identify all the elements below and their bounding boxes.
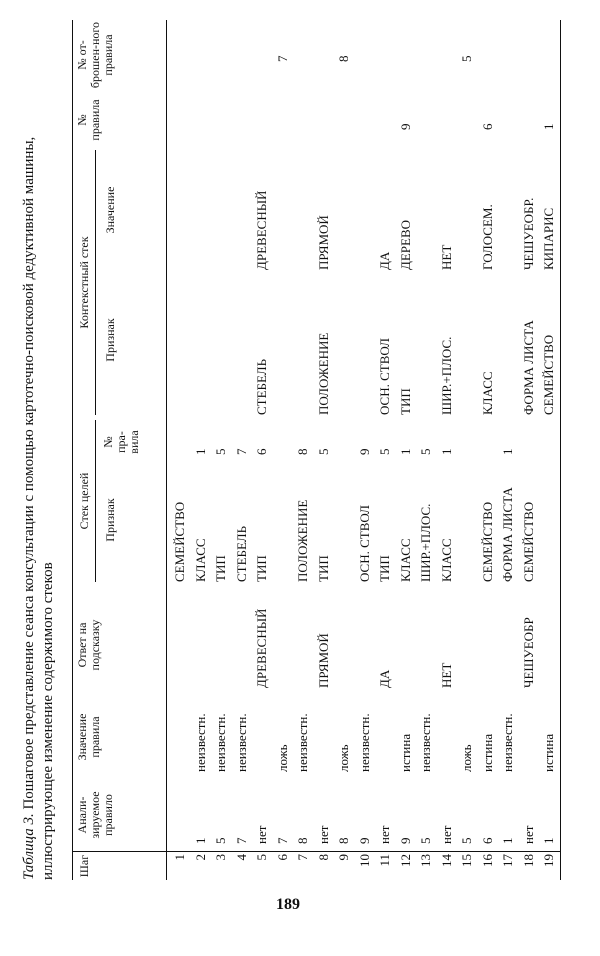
context-value-cell: ДРЕВЕСНЫЙ xyxy=(254,190,269,270)
context-value-cell: КИПАРИС xyxy=(541,207,556,270)
header-ctx-rule-no: № правила xyxy=(75,99,102,141)
context-attr-cell: ФОРМА ЛИСТА xyxy=(520,320,536,415)
rule-value-cell: неизвестн. xyxy=(418,713,433,772)
goal-attr-cell: ТИП xyxy=(315,555,331,582)
analyzed-rule-cell: 7 xyxy=(233,837,249,844)
step-number: 8 xyxy=(315,854,331,861)
context-rule-no-cell: 9 xyxy=(397,123,413,130)
header-context-stack: Контекстный стек xyxy=(77,236,91,329)
goal-attr-cell: КЛАСС xyxy=(192,538,208,582)
goal-attr-cell: СТЕБЕЛЬ xyxy=(233,525,249,582)
analyzed-rule-cell: 1 xyxy=(500,837,515,844)
step-number: 14 xyxy=(438,854,454,867)
goal-attr-cell: СЕМЕЙСТВО xyxy=(520,501,536,582)
context-attr-cell: СТЕБЕЛЬ xyxy=(254,358,269,415)
header-ctx-value: Значение xyxy=(103,186,117,234)
rule-value-cell: истина xyxy=(479,733,495,772)
prompt-answer-cell: ЧЕШУЕОБР xyxy=(520,617,536,688)
rule-value-cell: истина xyxy=(541,733,556,772)
context-attr-cell: СЕМЕЙСТВО xyxy=(541,334,556,415)
analyzed-rule-cell: нет xyxy=(520,825,536,844)
header-bottom-rule xyxy=(166,20,167,880)
analyzed-rule-cell: 5 xyxy=(418,837,433,844)
table-caption xyxy=(20,10,58,880)
goal-attr-cell: ТИП xyxy=(377,555,392,582)
context-attr-cell: ПОЛОЖЕНИЕ xyxy=(315,332,331,415)
goal-attr-cell: ОСН. СТВОЛ xyxy=(356,505,372,582)
goal-attr-cell: КЛАСС xyxy=(438,538,454,582)
analyzed-rule-cell: 9 xyxy=(397,837,413,844)
context-rule-no-cell: 6 xyxy=(479,123,495,130)
header-value: Значение правила xyxy=(75,713,102,761)
caption-label: Таблица 3. xyxy=(21,813,37,880)
step-number: 1 xyxy=(172,854,187,861)
header-ctx-attr: Признак xyxy=(103,318,117,362)
analyzed-rule-cell: 6 xyxy=(479,837,495,844)
goal-rule-no-cell: 1 xyxy=(500,448,515,455)
header-rule: Анали-зируемое правило xyxy=(75,791,115,839)
analyzed-rule-cell: 5 xyxy=(213,837,228,844)
page-number: 189 xyxy=(276,896,300,913)
goal-attr-cell: СЕМЕЙСТВО xyxy=(172,501,187,582)
step-number: 9 xyxy=(336,854,351,861)
analyzed-rule-cell: нет xyxy=(438,825,454,844)
rule-value-cell: неизвестн. xyxy=(500,713,515,772)
caption-line1: Пошаговое представление сеанса консультации с помощью картотечно-поисковой дедуктивной машины, xyxy=(21,136,37,810)
rule-value-cell: ложь xyxy=(336,744,351,772)
goal-attr-cell: ТИП xyxy=(254,555,269,582)
context-attr-cell: ТИП xyxy=(397,388,413,415)
header-step: Шаг xyxy=(77,854,91,878)
goal-rule-no-cell: 5 xyxy=(315,448,331,455)
analyzed-rule-cell: 7 xyxy=(274,837,290,844)
step-number: 17 xyxy=(500,854,515,867)
step-number: 3 xyxy=(213,854,228,861)
header-answer: Ответ на подсказку xyxy=(75,619,102,671)
goal-rule-no-cell: 5 xyxy=(213,448,228,455)
rule-value-cell: неизвестн. xyxy=(356,713,372,772)
goal-rule-no-cell: 7 xyxy=(233,448,249,455)
step-number: 11 xyxy=(377,854,392,867)
rejected-rule-cell: 8 xyxy=(336,55,351,62)
analyzed-rule-cell: 8 xyxy=(295,837,310,844)
context-value-cell: ГОЛОСЕМ. xyxy=(479,204,495,270)
goal-rule-no-cell: 1 xyxy=(192,448,208,455)
goal-rule-no-cell: 5 xyxy=(377,448,392,455)
goal-rule-no-cell: 8 xyxy=(295,448,310,455)
context-attr-cell: ОСН. СТВОЛ xyxy=(377,338,392,415)
step-number: 6 xyxy=(274,854,290,861)
bottom-rule xyxy=(560,20,561,880)
analyzed-rule-cell: нет xyxy=(377,825,392,844)
analyzed-rule-cell: нет xyxy=(315,825,331,844)
analyzed-rule-cell: 1 xyxy=(192,837,208,844)
context-value-cell: ДЕРЕВО xyxy=(397,219,413,270)
goal-rule-no-cell: 5 xyxy=(418,448,433,455)
step-column-divider xyxy=(72,851,560,852)
prompt-answer-cell: ДА xyxy=(377,669,392,688)
goal-attr-cell: КЛАСС xyxy=(397,538,413,582)
goal-attr-cell: ТИП xyxy=(213,555,228,582)
rule-value-cell: ложь xyxy=(459,744,474,772)
step-number: 10 xyxy=(356,854,372,867)
step-number: 12 xyxy=(397,854,413,867)
analyzed-rule-cell: 9 xyxy=(356,837,372,844)
context-value-cell: ДА xyxy=(377,251,392,270)
goal-attr-cell: ФОРМА ЛИСТА xyxy=(500,487,515,582)
step-number: 13 xyxy=(418,854,433,867)
header-rejected: № от-брошен-ного правила xyxy=(75,21,115,89)
analyzed-rule-cell: нет xyxy=(254,825,269,844)
goal-rule-no-cell: 1 xyxy=(438,448,454,455)
prompt-answer-cell: ПРЯМОЙ xyxy=(315,633,331,688)
context-value-cell: ПРЯМОЙ xyxy=(315,215,331,270)
prompt-answer-cell: ДРЕВЕСНЫЙ xyxy=(254,608,269,688)
step-number: 19 xyxy=(541,854,556,867)
rule-value-cell: неизвестн. xyxy=(295,713,310,772)
context-rule-no-cell: 1 xyxy=(541,123,556,130)
step-number: 15 xyxy=(459,854,474,867)
rule-value-cell: неизвестн. xyxy=(233,713,249,772)
top-rule xyxy=(72,20,73,880)
header-goal-stack: Стек целей xyxy=(77,472,91,530)
goal-rule-no-cell: 6 xyxy=(254,448,269,455)
analyzed-rule-cell: 5 xyxy=(459,837,474,844)
prompt-answer-cell: НЕТ xyxy=(438,662,454,688)
step-number: 7 xyxy=(295,854,310,861)
goal-rule-no-cell: 9 xyxy=(356,448,372,455)
step-number: 4 xyxy=(233,854,249,861)
rule-value-cell: неизвестн. xyxy=(192,713,208,772)
context-value-cell: НЕТ xyxy=(438,244,454,270)
caption-line2: иллюстрирующее изменение содержимого стеков xyxy=(40,562,56,880)
rejected-rule-cell: 5 xyxy=(459,55,474,62)
rule-value-cell: неизвестн. xyxy=(213,713,228,772)
goal-attr-cell: СЕМЕЙСТВО xyxy=(479,501,495,582)
step-number: 18 xyxy=(520,854,536,867)
analyzed-rule-cell: 8 xyxy=(336,837,351,844)
rule-value-cell: истина xyxy=(397,733,413,772)
step-number: 5 xyxy=(254,854,269,861)
context-attr-cell: КЛАСС xyxy=(479,371,495,415)
goal-rule-no-cell: 1 xyxy=(397,448,413,455)
context-stack-rule xyxy=(95,150,96,415)
rotated-table-page xyxy=(20,10,580,880)
step-number: 2 xyxy=(192,854,208,861)
rejected-rule-cell: 7 xyxy=(274,55,290,62)
header-goal-attr: Признак xyxy=(103,498,117,542)
context-value-cell: ЧЕШУЕОБР. xyxy=(520,197,536,270)
step-number: 16 xyxy=(479,854,495,867)
goal-attr-cell: ПОЛОЖЕНИЕ xyxy=(295,499,310,582)
analyzed-rule-cell: 1 xyxy=(541,837,556,844)
header-goal-rule-no: № пра-вила xyxy=(101,430,141,454)
goal-stack-rule xyxy=(95,420,96,582)
context-attr-cell: ШИР.+ПЛОС. xyxy=(438,336,454,415)
rule-value-cell: ложь xyxy=(274,744,290,772)
goal-attr-cell: ШИР.+ПЛОС. xyxy=(418,503,433,582)
